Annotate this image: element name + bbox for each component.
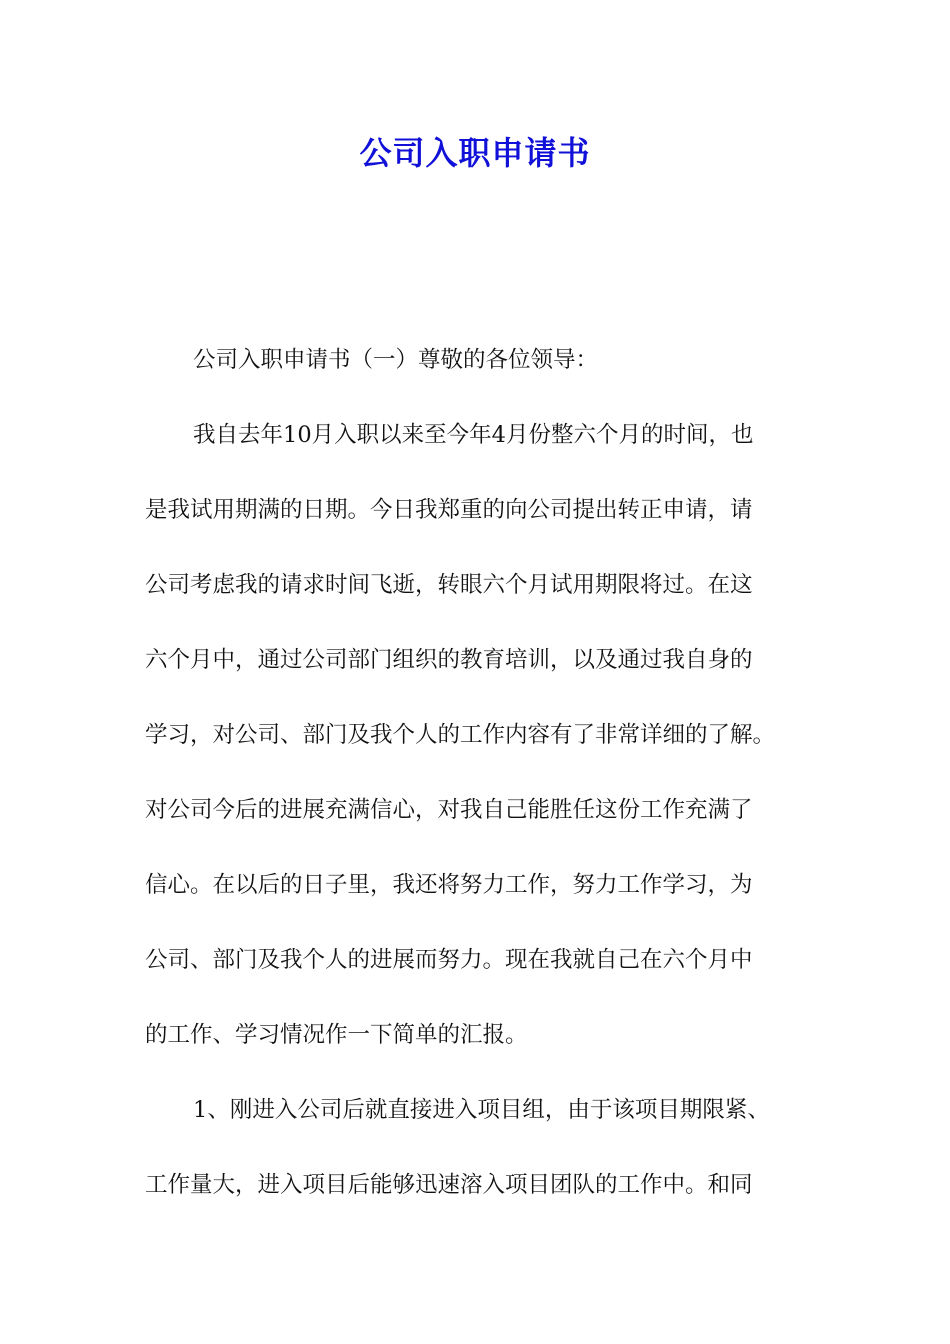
paragraph-line: 公司、部门及我个人的进展而努力。现在我就自己在六个月中 xyxy=(145,947,753,973)
paragraph-line: 对公司今后的进展充满信心，对我自己能胜任这份工作充满了 xyxy=(145,797,753,823)
paragraph-line: 我自去年10月入职以来至今年4月份整六个月的时间，也 xyxy=(193,422,754,448)
paragraph-line: 1、刚进入公司后就直接进入项目组，由于该项目期限紧、 xyxy=(193,1097,770,1123)
paragraph-line: 六个月中，通过公司部门组织的教育培训，以及通过我自身的 xyxy=(145,647,753,673)
paragraph-line: 是我试用期满的日期。今日我郑重的向公司提出转正申请，请 xyxy=(145,497,753,523)
paragraph-line: 信心。在以后的日子里，我还将努力工作，努力工作学习，为 xyxy=(145,872,753,898)
paragraph-line: 公司考虑我的请求时间飞逝，转眼六个月试用期限将过。在这 xyxy=(145,572,753,598)
paragraph-line: 公司入职申请书（一）尊敬的各位领导： xyxy=(193,347,599,373)
paragraph-line: 的工作、学习情况作一下简单的汇报。 xyxy=(145,1022,528,1048)
document-title: 公司入职申请书 xyxy=(359,134,591,172)
paragraph-line: 工作量大，进入项目后能够迅速溶入项目团队的工作中。和同 xyxy=(145,1172,753,1198)
paragraph-line: 学习，对公司、部门及我个人的工作内容有了非常详细的了解。 xyxy=(145,722,776,748)
